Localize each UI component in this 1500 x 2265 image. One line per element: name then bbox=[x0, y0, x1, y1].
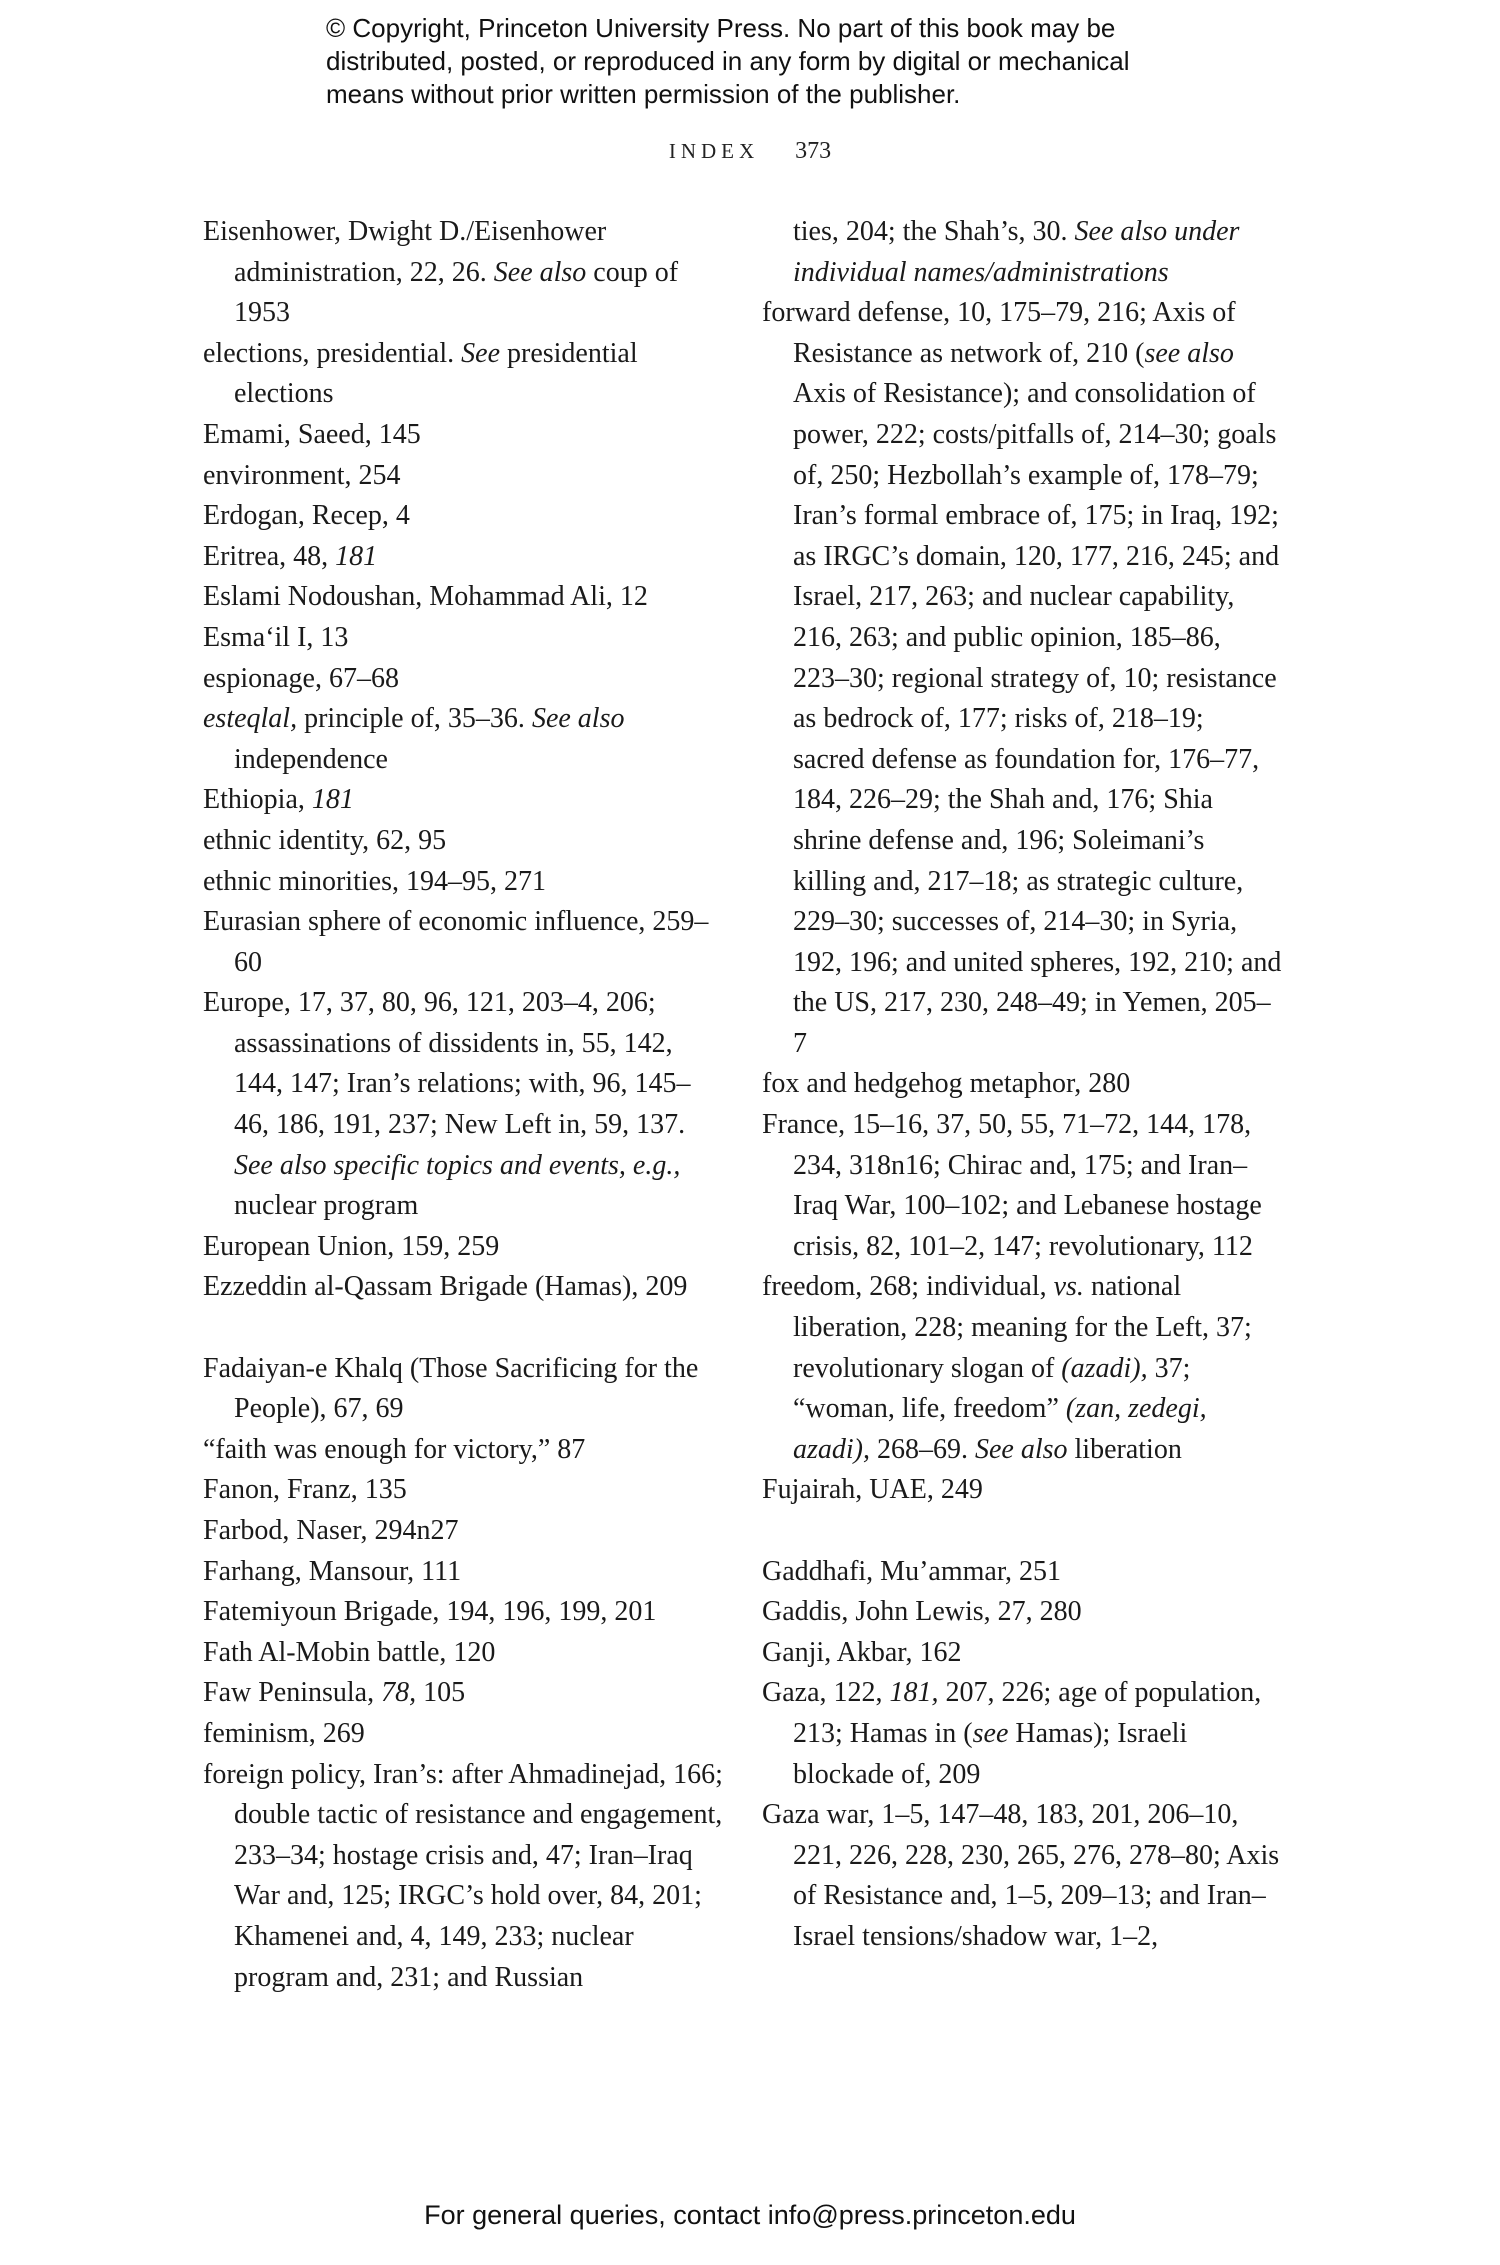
index-entry: Europe, 17, 37, 80, 96, 121, 203–4, 206; assassinations of dissidents in, 55, 142, 144, 147; Iran’s relations; with, 96, 145–46, 186, 191, 237; New Left in, 59, 137. See also specific topics and events, e.g., nuclear program bbox=[203, 987, 691, 1222]
section-gap bbox=[203, 1308, 723, 1349]
index-entry: forward defense, 10, 175–79, 216; Axis of Resistance as network of, 210 (see also Axis of Resistance); and consolidation of power, 222; costs/pitfalls of, 214–30; goals of, 250; Hezbollah’s example of, 178–79; Iran’s formal embrace of, 175; in Iraq, 192; as IRGC’s domain, 120, 177, 216, 245; and Israel, 217, 263; and nuclear capability, 216, 263; and public opinion, 185–86, 223–30; regional strategy of, 10; resistance as bedrock of, 177; risks of, 218–19; sacred defense as foundation for, 176–77, 184, 226–29; the Shah and, 176; Shia shrine defense and, 196; Soleimani’s killing and, 217–18; as strategic culture, 229–30; successes of, 214–30; in Syria, 192, 196; and united spheres, 192, 210; and the US, 217, 230, 248–49; in Yemen, 205–7 bbox=[762, 297, 1282, 1059]
index-entry: fox and hedgehog metaphor, 280 bbox=[762, 1068, 1131, 1100]
index-entry: European Union, 159, 259 bbox=[203, 1230, 500, 1262]
index-entry: esteqlal, principle of, 35–36. See also independence bbox=[203, 703, 625, 775]
running-head-label: INDEX bbox=[668, 139, 760, 163]
index-entry: Ezzeddin al-Qassam Brigade (Hamas), 209 bbox=[203, 1271, 688, 1303]
section-gap bbox=[762, 1511, 1282, 1552]
index-entry: Fath Al-Mobin battle, 120 bbox=[203, 1636, 496, 1668]
index-entry: France, 15–16, 37, 50, 55, 71–72, 144, 178, 234, 318n16; Chirac and, 175; and Iran–Iraq War, 100–102; and Lebanese hostage crisis, 82, 101–2, 147; revolutionary, 112 bbox=[762, 1109, 1262, 1262]
index-entry: Gaza war, 1–5, 147–48, 183, 201, 206–10, 221, 226, 228, 230, 265, 276, 278–80; Axis of Resistance and, 1–5, 209–13; and Iran–Israel tensions/shadow war, 1–2, bbox=[762, 1799, 1280, 1952]
index-entry: Farbod, Naser, 294n27 bbox=[203, 1515, 459, 1546]
index-entry: Gaza, 122, 181, 207, 226; age of population, 213; Hamas in (see Hamas); Israeli blockade of, 209 bbox=[762, 1677, 1262, 1790]
copyright-line-3: means without prior written permission of the publisher. bbox=[326, 79, 961, 109]
index-entry: Eisenhower, Dwight D./Eisenhower administration, 22, 26. See also coup of 1953 bbox=[203, 216, 679, 329]
index-entry: Fadaiyan-e Khalq (Those Sacrificing for the People), 67, 69 bbox=[203, 1352, 699, 1425]
index-entry: foreign policy, Iran’s: after Ahmadinejad, 166; double tactic of resistance and engagement, 233–34; hostage crisis and, 47; Iran–Iraq War and, 125; IRGC’s hold over, 84, 201; Khamenei and, 4, 149, 233; nuclear program and, 231; and Russian bbox=[203, 1758, 723, 1993]
index-entry: elections, presidential. See presidential elections bbox=[203, 337, 638, 410]
index-entry: feminism, 269 bbox=[203, 1717, 365, 1749]
copyright-line-2: distributed, posted, or reproduced in any form by digital or mechanical bbox=[326, 46, 1130, 76]
index-entry: Fanon, Franz, 135 bbox=[203, 1474, 407, 1506]
index-entry: ethnic identity, 62, 95 bbox=[203, 824, 447, 856]
index-entry: Esma‘il I, 13 bbox=[203, 621, 349, 653]
index-entry: espionage, 67–68 bbox=[203, 662, 399, 694]
contact-footer: For general queries, contact info@press.princeton.edu bbox=[424, 2200, 1076, 2230]
index-entry: Eritrea, 48, 181 bbox=[203, 540, 378, 572]
index-entry: freedom, 268; individual, vs. national liberation, 228; meaning for the Left, 37; revolutionary slogan of (azadi), 37; “woman, life, freedom” (zan, zedegi, azadi), 268–69. See also liberation bbox=[762, 1271, 1252, 1465]
index-entry: Farhang, Mansour, 111 bbox=[203, 1555, 462, 1587]
index-entry: Fujairah, UAE, 249 bbox=[762, 1474, 983, 1506]
running-head bbox=[0, 138, 1500, 165]
copyright-line-1: © Copyright, Princeton University Press. No part of this book may be bbox=[326, 13, 1116, 43]
page-number: 373 bbox=[795, 138, 832, 164]
index-entry: Ganji, Akbar, 162 bbox=[762, 1636, 962, 1668]
index-entry: Emami, Saeed, 145 bbox=[203, 418, 421, 450]
index-entry-continued: ties, 204; the Shah’s, 30. See also under individual names/administrations bbox=[793, 216, 1240, 288]
index-entry: environment, 254 bbox=[203, 459, 401, 491]
index-entry: Gaddis, John Lewis, 27, 280 bbox=[762, 1596, 1082, 1628]
index-entry: Faw Peninsula, 78, 105 bbox=[203, 1677, 466, 1709]
index-entry: Fatemiyoun Brigade, 194, 196, 199, 201 bbox=[203, 1596, 657, 1628]
index-entry: Eurasian sphere of economic influence, 259–60 bbox=[203, 906, 709, 978]
index-entry: Eslami Nodoushan, Mohammad Ali, 12 bbox=[203, 581, 648, 613]
index-entry: ethnic minorities, 194–95, 271 bbox=[203, 865, 546, 897]
index-column-left bbox=[203, 212, 723, 1998]
index-entry: Gaddhafi, Mu’ammar, 251 bbox=[762, 1555, 1062, 1587]
index-entry: Erdogan, Recep, 4 bbox=[203, 500, 410, 532]
index-entry: Ethiopia, 181 bbox=[203, 784, 354, 816]
index-entry: “faith was enough for victory,” 87 bbox=[203, 1433, 586, 1465]
index-column-right bbox=[762, 212, 1282, 1958]
copyright-notice bbox=[326, 12, 1306, 111]
